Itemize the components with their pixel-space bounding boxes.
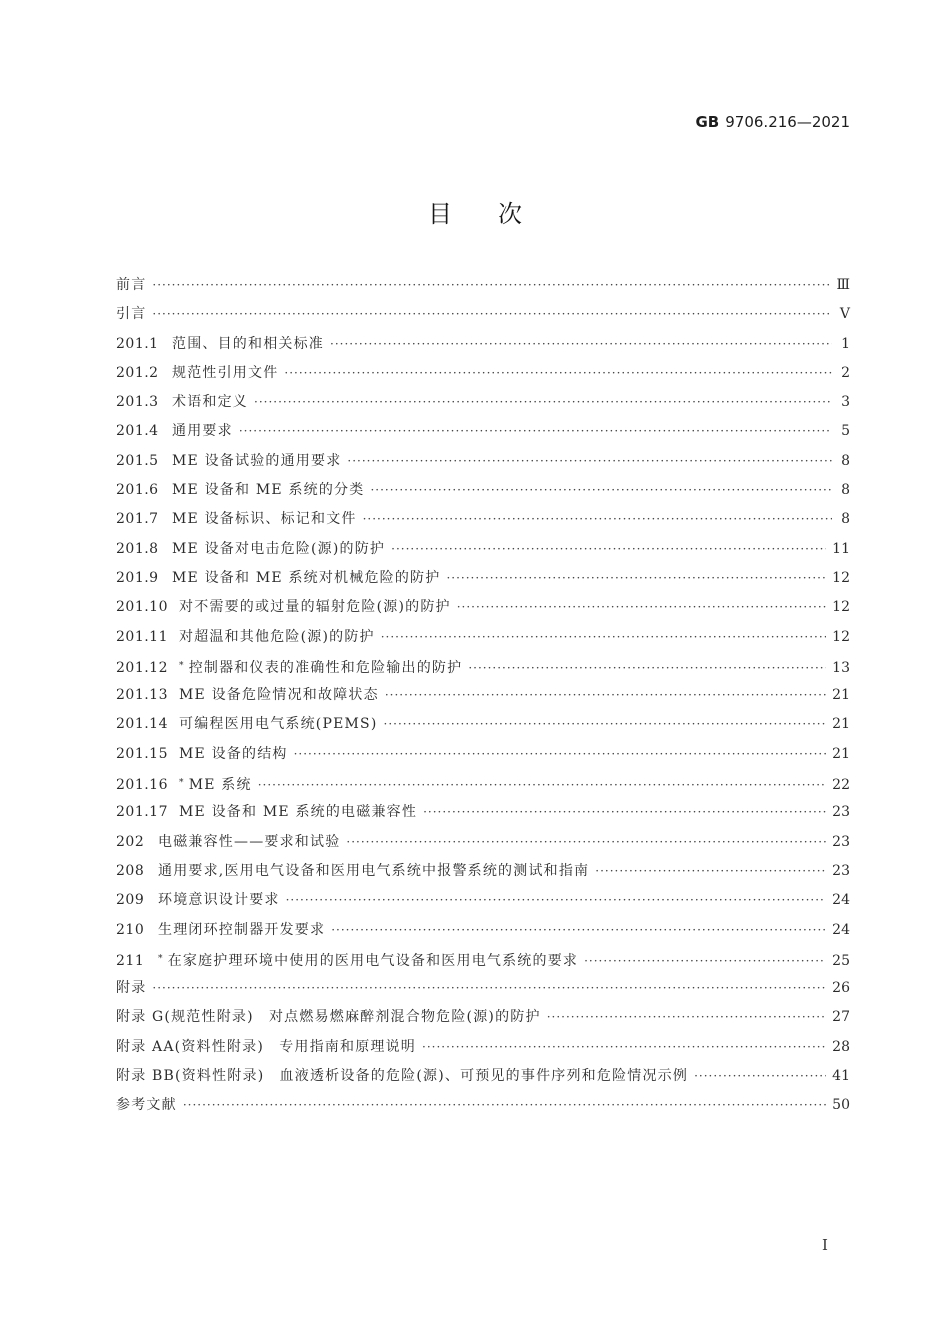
toc-entry-page: 23 — [832, 833, 850, 850]
toc-entry-number: 201.5 — [116, 452, 159, 469]
toc-entry-title: ME 设备和 ME 系统对机械危险的防护 — [172, 569, 441, 586]
toc-entry[interactable] — [116, 974, 850, 1003]
toc-entry[interactable] — [116, 564, 850, 593]
standard-number: 9706.216—2021 — [725, 113, 850, 131]
toc-entry-title: 通用要求,医用电气设备和医用电气系统中报警系统的测试和指南 — [158, 862, 590, 879]
toc-entry-title: 通用要求 — [172, 423, 233, 440]
toc-entry[interactable] — [116, 535, 850, 564]
toc-entry-title: ME 设备的结构 — [179, 745, 288, 762]
dot-leader — [152, 300, 832, 329]
toc-entry-title: 控制器和仪表的准确性和危险输出的防护 — [188, 659, 463, 676]
toc-entry-title: 生理闭环控制器开发要求 — [158, 921, 326, 938]
toc-entry-page: 13 — [832, 659, 850, 676]
toc-entry[interactable] — [116, 300, 850, 329]
toc-entry-title: 术语和定义 — [172, 394, 248, 411]
dot-leader — [423, 798, 826, 827]
toc-entry-page: 23 — [832, 862, 850, 879]
dot-leader — [457, 593, 826, 622]
toc-entry-page: 2 — [841, 364, 850, 381]
toc-entry-page: 23 — [832, 804, 850, 821]
toc-entry-page: 12 — [832, 569, 850, 586]
toc-entry-title: 附录 AA(资料性附录) 专用指南和原理说明 — [116, 1038, 416, 1055]
toc-entry-label — [179, 798, 417, 827]
toc-entry[interactable] — [116, 652, 850, 681]
toc-entry[interactable] — [116, 417, 850, 446]
toc-entry-page: 8 — [841, 482, 850, 499]
asterisk-mark: * — [158, 953, 164, 964]
dot-leader — [346, 828, 826, 857]
toc-entry-label — [179, 652, 462, 683]
toc-entry[interactable] — [116, 447, 850, 476]
toc-entry-title: ME 设备和 ME 系统的分类 — [172, 482, 365, 499]
toc-entry-page: 12 — [832, 628, 850, 645]
dot-leader — [385, 681, 826, 710]
toc-entry[interactable] — [116, 945, 850, 974]
dot-leader — [446, 564, 826, 593]
page-title: 目次 — [428, 200, 568, 228]
toc-entry-label — [172, 535, 385, 564]
toc-entry-label — [172, 447, 341, 476]
toc-entry[interactable] — [116, 710, 850, 739]
toc-entry-label — [116, 271, 146, 300]
toc-entry-page: 22 — [832, 777, 850, 794]
dot-leader — [391, 535, 826, 564]
toc-entry-page: 24 — [832, 892, 850, 909]
toc-entry-title: 规范性引用文件 — [172, 364, 279, 381]
dot-leader — [422, 1033, 826, 1062]
toc-entry-number: 201.15 — [116, 745, 168, 762]
toc-entry[interactable] — [116, 1062, 850, 1091]
toc-entry-number: 201.13 — [116, 687, 168, 704]
dot-leader — [381, 623, 826, 652]
toc-entry-title: 引言 — [116, 306, 147, 323]
toc-entry[interactable] — [116, 857, 850, 886]
toc-entry-page: 3 — [841, 394, 850, 411]
toc-entry-label — [179, 710, 378, 739]
toc-entry-number: 201.14 — [116, 716, 168, 733]
dot-leader — [384, 710, 827, 739]
toc-entry[interactable] — [116, 476, 850, 505]
page-number: I — [822, 1236, 828, 1254]
toc-entry-number: 201.9 — [116, 569, 159, 586]
toc-entry-title: ME 设备试验的通用要求 — [172, 452, 342, 469]
toc-entry-title: 范围、目的和相关标准 — [172, 335, 324, 352]
toc-entry-number: 209 — [116, 892, 145, 909]
toc-entry-number: 201.10 — [116, 599, 168, 616]
toc-entry-number: 201.12 — [116, 659, 168, 676]
toc-entry-title: ME 设备和 ME 系统的电磁兼容性 — [179, 804, 418, 821]
toc-entry-label — [172, 359, 278, 388]
toc-entry-page: 8 — [841, 511, 850, 528]
dot-leader — [370, 476, 832, 505]
toc-entry-page: 50 — [832, 1097, 850, 1114]
toc-entry-title: 前言 — [116, 277, 147, 293]
toc-entry-page: 41 — [832, 1068, 850, 1085]
toc-entry-number: 201.2 — [116, 364, 159, 381]
toc-entry-number: 208 — [116, 862, 145, 879]
dot-leader — [347, 447, 832, 476]
dot-leader — [363, 505, 832, 534]
toc-entry-title: ME 系统 — [188, 777, 252, 794]
asterisk-mark: * — [179, 778, 185, 789]
toc-entry-label — [116, 1091, 177, 1120]
toc-entry[interactable] — [116, 330, 850, 359]
toc-entry-label — [116, 1062, 688, 1091]
toc-entry[interactable] — [116, 359, 850, 388]
toc-entry-page: 21 — [832, 687, 850, 704]
toc-entry-number: 201.1 — [116, 335, 159, 352]
toc-entry-number: 201.3 — [116, 394, 159, 411]
dot-leader — [239, 417, 832, 446]
standard-prefix: GB — [695, 113, 720, 131]
toc-entry-number: 201.4 — [116, 423, 159, 440]
toc-entry-number: 210 — [116, 921, 145, 938]
standard-code — [696, 113, 851, 131]
toc-entry[interactable] — [116, 271, 850, 300]
toc-entry[interactable] — [116, 886, 850, 915]
toc-entry-label — [172, 476, 364, 505]
toc-entry[interactable] — [116, 740, 850, 769]
toc-entry-number: 201.17 — [116, 804, 168, 821]
toc-entry-page: 24 — [832, 921, 850, 938]
toc-entry-label — [172, 564, 440, 593]
toc-entry-number: 201.6 — [116, 482, 159, 499]
toc-entry[interactable] — [116, 623, 850, 652]
toc-entry-number: 201.11 — [116, 628, 168, 645]
toc-entry[interactable] — [116, 505, 850, 534]
toc-entry-title: 附录 BB(资料性附录) 血液透析设备的危险(源)、可预见的事件序列和危险情况示例 — [116, 1068, 689, 1085]
toc-entry-label — [179, 740, 288, 769]
toc-entry[interactable] — [116, 1003, 850, 1032]
toc-entry-page: 1 — [841, 335, 850, 352]
toc-entry-label — [158, 828, 340, 857]
toc-entry[interactable] — [116, 1091, 850, 1120]
toc-entry-title: 电磁兼容性——要求和试验 — [158, 833, 341, 850]
toc-entry-label — [116, 1033, 416, 1062]
toc-entry-page: 25 — [832, 952, 850, 969]
dot-leader — [152, 974, 826, 1003]
toc-entry-page: 21 — [832, 716, 850, 733]
toc-entry[interactable] — [116, 388, 850, 417]
dot-leader — [258, 771, 826, 800]
dot-leader — [331, 916, 826, 945]
toc-entry-page: 8 — [841, 452, 850, 469]
toc-entry[interactable] — [116, 1033, 850, 1062]
dot-leader — [584, 947, 826, 976]
toc-entry-label — [158, 945, 578, 976]
toc-entry-label — [179, 681, 379, 710]
toc-entry-title: 附录 G(规范性附录) 对点燃易燃麻醉剂混合物危险(源)的防护 — [116, 1009, 541, 1026]
toc-entry-label — [172, 388, 248, 417]
toc-entry-page: 28 — [832, 1038, 850, 1055]
toc-entry-title: 附录 — [116, 980, 147, 997]
toc-entry-number: 201.16 — [116, 777, 168, 794]
toc-entry-number: 201.8 — [116, 540, 159, 557]
toc-entry-number: 211 — [116, 952, 145, 969]
dot-leader — [284, 359, 832, 388]
toc-entry-page: 5 — [841, 423, 850, 440]
toc-entry-label — [158, 886, 280, 915]
toc-entry-number: 202 — [116, 833, 145, 850]
asterisk-mark: * — [179, 660, 185, 671]
dot-leader — [468, 654, 826, 683]
toc-entry-page: 27 — [832, 1009, 850, 1026]
dot-leader — [286, 886, 827, 915]
dot-leader — [152, 271, 830, 300]
toc-entry-title: 参考文献 — [116, 1097, 177, 1114]
dot-leader — [330, 330, 832, 359]
toc-entry-label — [172, 417, 233, 446]
toc-entry-label — [116, 974, 146, 1003]
toc-entry-page: Ⅴ — [839, 306, 850, 323]
toc-entry-label — [179, 769, 252, 800]
toc-entry-label — [158, 857, 589, 886]
toc-entry-label — [172, 505, 357, 534]
dot-leader — [183, 1091, 826, 1120]
toc-entry-label — [116, 1003, 541, 1032]
dot-leader — [694, 1062, 826, 1091]
toc-entry-label — [116, 300, 146, 329]
toc-entry-title: ME 设备对电击危险(源)的防护 — [172, 540, 386, 557]
dot-leader — [254, 388, 832, 417]
toc-entry-title: ME 设备危险情况和故障状态 — [179, 687, 379, 704]
toc-entry-page: 11 — [832, 540, 850, 557]
toc-entry-title: 对超温和其他危险(源)的防护 — [179, 628, 375, 645]
toc-entry-label — [179, 593, 451, 622]
toc-entry[interactable] — [116, 798, 850, 827]
toc-entry-title: 可编程医用电气系统(PEMS) — [179, 716, 378, 733]
toc-entry-label — [158, 916, 325, 945]
toc-entry[interactable] — [116, 769, 850, 798]
toc-entry-page: 12 — [832, 599, 850, 616]
toc-entry-number: 201.7 — [116, 511, 159, 528]
toc-entry[interactable] — [116, 916, 850, 945]
toc-entry[interactable] — [116, 593, 850, 622]
toc-entry-page: Ⅲ — [836, 277, 850, 293]
toc-entry-label — [179, 623, 375, 652]
toc-entry-title: ME 设备标识、标记和文件 — [172, 511, 357, 528]
toc-entry-page: 21 — [832, 745, 850, 762]
table-of-contents — [116, 271, 850, 1121]
toc-entry[interactable] — [116, 828, 850, 857]
dot-leader — [595, 857, 826, 886]
toc-entry-page: 26 — [832, 980, 850, 997]
toc-entry-label — [172, 330, 324, 359]
dot-leader — [294, 740, 827, 769]
toc-entry-title: 在家庭护理环境中使用的医用电气设备和医用电气系统的要求 — [167, 952, 579, 969]
toc-entry-title: 环境意识设计要求 — [158, 892, 280, 909]
dot-leader — [547, 1003, 826, 1032]
toc-entry[interactable] — [116, 681, 850, 710]
toc-entry-title: 对不需要的或过量的辐射危险(源)的防护 — [179, 599, 451, 616]
